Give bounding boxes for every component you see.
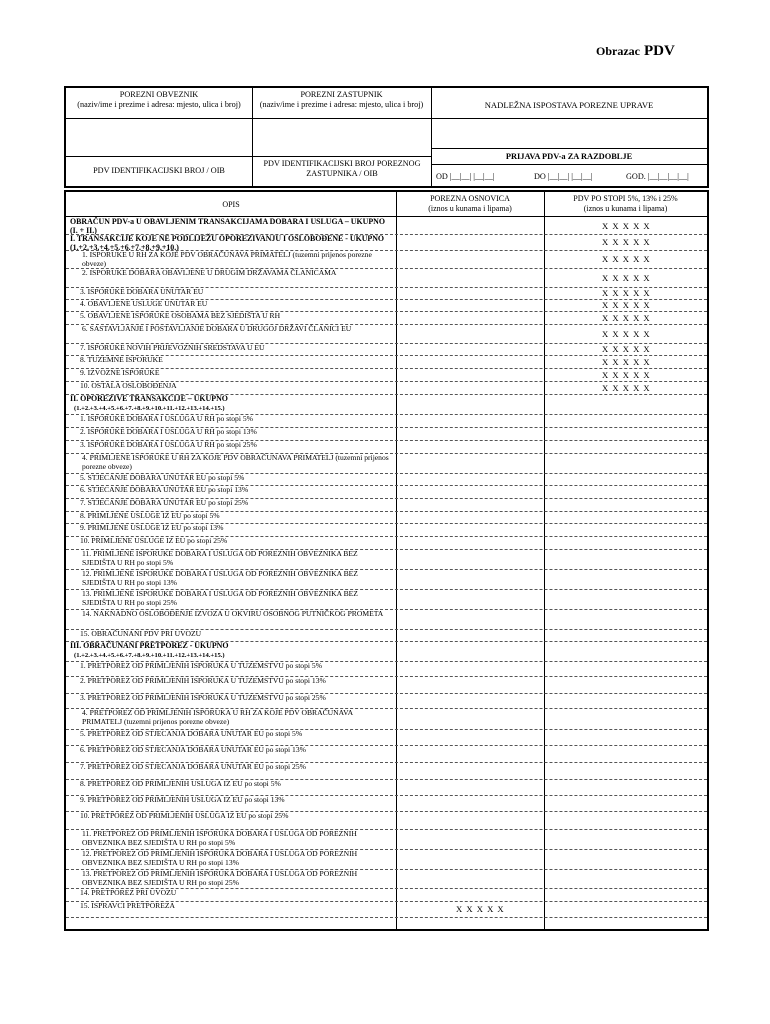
row-label: 7. ISPORUKE NOVIH PRIJEVOZNIH SREDSTAVA U EU xyxy=(80,343,265,352)
table-row xyxy=(66,427,707,440)
osnovica-cell[interactable] xyxy=(397,498,543,511)
col-osnovica-sub: (iznos u kunama i lipama) xyxy=(428,203,512,213)
obveznik-header xyxy=(66,90,252,110)
row-label: 12. PRETPOREZ OD PRIMLJENIH ISPORUKA DOBARA I USLUGA OD POREZNIH OBVEZNIKA BEZ SJEDIŠTA U RH po stopi 13% xyxy=(82,849,358,867)
row-label: 5. STJECANJE DOBARA UNUTAR EU po stopi 5% xyxy=(80,473,245,482)
xx-marker: X X X X X xyxy=(602,312,651,323)
row-label: 4. OBAVLJENE USLUGE UNUTAR EU xyxy=(80,299,208,308)
xx-marker: X X X X X xyxy=(602,288,651,298)
osnovica-cell[interactable] xyxy=(397,511,543,523)
osnovica-cell[interactable] xyxy=(397,888,543,901)
osnovica-cell[interactable] xyxy=(397,250,543,268)
row-label: 10. OSTALA OSLOBOĐENJA xyxy=(80,381,177,390)
row-label: I. TRANSAKCIJE KOJE NE PODLIJEŽU OPOREZIVANJU I OSLOBOĐENE - UKUPNO (1.+2.+3.+4.+5.+6.+7.+8.+9.+10.) xyxy=(70,234,385,252)
pdv-cell[interactable] xyxy=(545,629,706,641)
pdv-cell[interactable] xyxy=(545,729,706,745)
osnovica-cell[interactable] xyxy=(397,708,543,729)
row-label: 15. ISPRAVCI PRETPOREZA xyxy=(80,901,176,910)
xx-marker: X X X X X xyxy=(602,254,651,264)
osnovica-cell[interactable] xyxy=(397,869,543,888)
row-label: 5. PRETPOREZ OD STJECANJA DOBARA UNUTAR EU po stopi 5% xyxy=(80,729,303,738)
osnovica-cell[interactable] xyxy=(397,629,543,641)
pdv-cell[interactable] xyxy=(545,661,706,676)
table-row xyxy=(66,693,707,708)
row-label: 7. PRETPOREZ OD STJECANJA DOBARA UNUTAR EU po stopi 25% xyxy=(80,762,306,771)
pdv-cell[interactable] xyxy=(545,549,706,569)
obveznik-input-area[interactable] xyxy=(67,119,251,155)
table-row xyxy=(66,901,707,917)
pdv-cell[interactable] xyxy=(545,708,706,729)
col-pdv-header xyxy=(544,194,707,213)
obveznik-label: POREZNI OBVEZNIK xyxy=(119,90,199,99)
row-label: OBRAČUN PDV-a U OBAVLJENIM TRANSAKCIJAMA DOBARA I USLUGA – UKUPNO (I. + II.) xyxy=(70,217,385,235)
table-row xyxy=(66,888,707,901)
table-row xyxy=(66,453,707,473)
row-label: 4. PRETPOREZ OD PRIMLJENIH ISPORUKA U RH ZA KOJE PDV OBRAČUNAVA PRIMATELJ (tuzemni prijenos porezne obveze) xyxy=(82,708,353,726)
zastupnik-input-area[interactable] xyxy=(253,119,430,155)
pdv-cell[interactable] xyxy=(545,676,706,693)
pdv-cell[interactable] xyxy=(545,485,706,498)
xx-marker: X X X X X xyxy=(602,300,651,310)
pdv-cell[interactable] xyxy=(545,453,706,473)
form-title xyxy=(596,42,675,60)
table-row xyxy=(66,473,707,485)
row-label: 7. STJECANJE DOBARA UNUTAR EU po stopi 25% xyxy=(80,498,249,507)
osnovica-cell[interactable] xyxy=(397,381,543,394)
ispostava-label: NADLEŽNA ISPOSTAVA POREZNE UPRAVE xyxy=(484,100,654,110)
xx-marker: X X X X X xyxy=(602,369,651,380)
row-label: 11. PRIMLJENE ISPORUKE DOBARA I USLUGA OD POREZNIH OBVEZNIKA BEZ SJEDIŠTA U RH po stopi 5% xyxy=(82,549,358,567)
pdv-cell[interactable] xyxy=(545,762,706,779)
osnovica-cell[interactable] xyxy=(397,324,543,343)
pdv-cell[interactable] xyxy=(545,849,706,869)
osnovica-cell[interactable] xyxy=(397,693,543,708)
osnovica-cell[interactable] xyxy=(397,762,543,779)
table-row xyxy=(66,676,707,693)
osnovica-cell[interactable] xyxy=(397,676,543,693)
table-row xyxy=(66,414,707,427)
table-row xyxy=(66,745,707,762)
col-osnovica-label: POREZNA OSNOVICA xyxy=(430,194,510,203)
osnovica-cell[interactable] xyxy=(397,394,543,414)
row-label: 6. PRETPOREZ OD STJECANJA DOBARA UNUTAR EU po stopi 13% xyxy=(80,745,306,754)
table-row xyxy=(66,762,707,779)
pdv-cell[interactable] xyxy=(545,536,706,549)
obveznik-sub: (naziv/ime i prezime i adresa: mjesto, ulica i broj) xyxy=(77,100,241,109)
row-label: 4. PRIMLJENE ISPORUKE U RH ZA KOJE PDV OBRAČUNAVA PRIMATELJ (tuzemni prijenos porezne obveze) xyxy=(82,453,389,471)
row-label: 1. ISPORUKE U RH ZA KOJE PDV OBRAČUNAVA PRIMATELJ (tuzemni prijenos porezne obveze) xyxy=(82,250,372,268)
table-row xyxy=(66,234,707,250)
xx-marker: X X X X X xyxy=(602,328,651,339)
pdv-cell[interactable] xyxy=(545,498,706,511)
zastupnik-header xyxy=(252,90,431,110)
table-row xyxy=(66,368,707,381)
xx-marker: X X X X X xyxy=(602,272,651,283)
osnovica-cell[interactable] xyxy=(397,849,543,869)
pdv-cell[interactable] xyxy=(545,745,706,762)
table-row xyxy=(66,869,707,888)
table-row xyxy=(66,324,707,343)
osnovica-cell[interactable] xyxy=(397,368,543,381)
table-row xyxy=(66,217,707,234)
table-row xyxy=(66,343,707,355)
pdv-cell[interactable] xyxy=(545,569,706,589)
row-label: 10. PRIMLJENE USLUGE IZ EU po stopi 25% xyxy=(80,536,228,545)
osnovica-cell[interactable] xyxy=(397,268,543,287)
table-row xyxy=(66,485,707,498)
table-row xyxy=(66,609,707,629)
pdv-cell[interactable] xyxy=(545,795,706,811)
row-label: 5. OBAVLJENE ISPORUKE OSOBAMA BEZ SJEDIŠTA U RH xyxy=(80,311,281,320)
row-label: 9. IZVOZNE ISPORUKE xyxy=(80,368,160,377)
col-osnovica-header xyxy=(396,194,544,213)
row-label: 1. ISPORUKE DOBARA I USLUGA U RH po stopi 5% xyxy=(80,414,253,423)
pdv-cell[interactable] xyxy=(545,394,706,414)
table-row xyxy=(66,511,707,523)
table-row xyxy=(66,641,707,661)
row-label: 8. TUZEMNE ISPORUKE xyxy=(80,355,163,364)
col-pdv-sub: (iznos u kunama i lipama) xyxy=(583,203,668,213)
osnovica-cell[interactable] xyxy=(397,661,543,676)
table-row xyxy=(66,311,707,324)
pdv-cell[interactable] xyxy=(545,779,706,795)
osnovica-cell[interactable] xyxy=(397,355,543,368)
table-row xyxy=(66,779,707,795)
row-label: 13. PRIMLJENE ISPORUKE DOBARA I USLUGA OD POREZNIH OBVEZNIKA BEZ SJEDIŠTA U RH po stopi 25% xyxy=(82,589,358,607)
row-label: 13. PRETPOREZ OD PRIMLJENIH ISPORUKA DOBARA I USLUGA OD POREZNIH OBVEZNIKA BEZ SJEDIŠTA U RH po stopi 25% xyxy=(82,869,358,887)
row-label: 1. PRETPOREZ OD PRIMLJENIH ISPORUKA U TUZEMSTVU po stopi 5% xyxy=(80,661,323,670)
pdv-cell[interactable] xyxy=(545,609,706,629)
osnovica-cell[interactable] xyxy=(397,217,543,234)
osnovica-cell[interactable] xyxy=(397,811,543,829)
col-opis-header: OPIS xyxy=(222,200,240,209)
table-row xyxy=(66,523,707,536)
table-row xyxy=(66,829,707,849)
table-row xyxy=(66,629,707,641)
xx-marker: X X X X X xyxy=(602,356,651,367)
osnovica-cell[interactable] xyxy=(397,427,543,440)
table-row xyxy=(66,661,707,676)
osnovica-cell[interactable] xyxy=(397,440,543,453)
osnovica-cell[interactable] xyxy=(397,485,543,498)
col-pdv-label: PDV PO STOPI 5%, 13% i 25% xyxy=(573,194,678,203)
osnovica-cell[interactable] xyxy=(397,414,543,427)
pdv-cell[interactable] xyxy=(545,693,706,708)
oib-obveznik-label: PDV IDENTIFIKACIJSKI BROJ / OIB xyxy=(93,166,225,175)
osnovica-cell[interactable] xyxy=(397,609,543,629)
pdv-cell[interactable] xyxy=(545,589,706,609)
oib-zastupnik-label: PDV IDENTIFIKACIJSKI BROJ POREZNOG ZASTUPNIKA / OIB xyxy=(263,159,421,178)
table-row xyxy=(66,536,707,549)
table-row xyxy=(66,394,707,414)
row-label: 8. PRIMLJENE USLUGE IZ EU po stopi 5% xyxy=(80,511,220,520)
osnovica-cell[interactable] xyxy=(397,779,543,795)
osnovica-cell[interactable] xyxy=(397,453,543,473)
row-label: 8. PRETPOREZ OD PRIMLJENIH USLUGA IZ EU po stopi 5% xyxy=(80,779,281,788)
pdv-cell[interactable] xyxy=(545,414,706,427)
form-title-name: PDV xyxy=(644,43,675,59)
pdv-cell[interactable] xyxy=(545,473,706,485)
table-row xyxy=(66,287,707,299)
xx-marker: X X X X X xyxy=(602,382,651,393)
xx-marker: X X X X X xyxy=(602,237,651,247)
row-label: 9. PRETPOREZ OD PRIMLJENIH USLUGA IZ EU po stopi 13% xyxy=(80,795,285,804)
table-row xyxy=(66,268,707,287)
osnovica-cell[interactable] xyxy=(397,729,543,745)
pdv-cell[interactable] xyxy=(545,641,706,661)
osnovica-cell[interactable] xyxy=(397,299,543,311)
osnovica-cell[interactable] xyxy=(397,549,543,569)
row-label: 14. PRETPOREZ PRI UVOZU xyxy=(80,888,177,897)
osnovica-cell[interactable] xyxy=(397,745,543,762)
osnovica-cell[interactable] xyxy=(397,473,543,485)
table-row xyxy=(66,849,707,869)
period-god-field[interactable]: GOD. |__|__|__|__| xyxy=(626,172,689,181)
osnovica-cell[interactable] xyxy=(397,795,543,811)
period-do-field[interactable]: DO |__|__| |__|__| xyxy=(534,172,593,181)
xx-marker: X X X X X xyxy=(456,904,505,914)
pdv-cell[interactable] xyxy=(545,811,706,829)
table-row xyxy=(66,299,707,311)
pdv-cell[interactable] xyxy=(545,888,706,901)
osnovica-cell[interactable] xyxy=(397,536,543,549)
period-od-field[interactable]: OD |__|__| |__|__| xyxy=(436,172,495,181)
row-label: 3. PRETPOREZ OD PRIMLJENIH ISPORUKA U TUZEMSTVU po stopi 25% xyxy=(80,693,326,702)
table-row xyxy=(66,569,707,589)
prijava-label: PRIJAVA PDV-a ZA RAZDOBLJE xyxy=(505,152,633,161)
zastupnik-label: POREZNI ZASTUPNIK xyxy=(300,90,383,99)
osnovica-cell[interactable] xyxy=(397,343,543,355)
osnovica-cell[interactable] xyxy=(397,523,543,536)
osnovica-cell[interactable] xyxy=(397,569,543,589)
pdv-cell[interactable] xyxy=(545,523,706,536)
table-row xyxy=(66,440,707,453)
row-label: 12. PRIMLJENE ISPORUKE DOBARA I USLUGA OD POREZNIH OBVEZNIKA BEZ SJEDIŠTA U RH po stopi 13% xyxy=(82,569,358,587)
table-row xyxy=(66,549,707,569)
pdv-cell[interactable] xyxy=(545,869,706,888)
pdv-cell[interactable] xyxy=(545,427,706,440)
osnovica-cell[interactable] xyxy=(397,311,543,324)
row-label: 6. SASTAVLJANJE I POSTAVLJANJE DOBARA U DRUGOJ DRŽAVI ČLANICI EU xyxy=(82,324,352,333)
xx-marker: X X X X X xyxy=(602,220,651,231)
table-row xyxy=(66,355,707,368)
row-label: 10. PRETPOREZ OD PRIMLJENIH USLUGA IZ EU po stopi 25% xyxy=(80,811,289,820)
row-label: 3. ISPORUKE DOBARA I USLUGA U RH po stopi 25% xyxy=(80,440,257,449)
table-row xyxy=(66,795,707,811)
row-label: 9. PRIMLJENE USLUGE IZ EU po stopi 13% xyxy=(80,523,224,532)
row-label: II. OPOREZIVE TRANSAKCIJE – UKUPNO xyxy=(70,394,228,403)
pdv-cell[interactable] xyxy=(545,511,706,523)
osnovica-cell[interactable] xyxy=(397,829,543,849)
table-row xyxy=(66,250,707,268)
row-label: 15. OBRAČUNANI PDV PRI UVOZU xyxy=(80,629,202,638)
table-row xyxy=(66,381,707,394)
row-label: 2. ISPORUKE DOBARA I USLUGA U RH po stopi 13% xyxy=(80,427,257,436)
table-row xyxy=(66,811,707,829)
row-sublabel: (1.+2.+3.+4.+5.+6.+7.+8.+9.+10.+11.+12.+13.+14.+15.) xyxy=(74,652,225,659)
form-title-prefix: Obrazac xyxy=(596,44,640,58)
osnovica-cell[interactable] xyxy=(397,641,543,661)
zastupnik-sub: (naziv/ime i prezime i adresa: mjesto, ulica i broj) xyxy=(259,100,424,109)
osnovica-cell[interactable] xyxy=(397,287,543,299)
pdv-cell[interactable] xyxy=(545,901,706,917)
osnovica-cell[interactable] xyxy=(397,234,543,250)
row-label: 2. ISPORUKE DOBARA OBAVLJENE U DRUGIM DRŽAVAMA ČLANICAMA xyxy=(82,268,337,277)
ispostava-input-area[interactable] xyxy=(432,119,706,147)
xx-marker: X X X X X xyxy=(602,344,651,354)
pdv-table xyxy=(64,190,709,931)
row-sublabel: (1.+2.+3.+4.+5.+6.+7.+8.+9.+10.+11.+12.+13.+14.+15.) xyxy=(74,405,225,412)
table-row xyxy=(66,498,707,511)
pdv-cell[interactable] xyxy=(545,829,706,849)
table-row xyxy=(66,589,707,609)
table-row xyxy=(66,729,707,745)
row-label: 2. PRETPOREZ OD PRIMLJENIH ISPORUKA U TUZEMSTVU po stopi 13% xyxy=(80,676,326,685)
header-block xyxy=(64,86,709,188)
row-label: 6. STJECANJE DOBARA UNUTAR EU po stopi 13% xyxy=(80,485,249,494)
pdv-cell[interactable] xyxy=(545,440,706,453)
row-label: III. OBRAČUNANI PRETPOREZ - UKUPNO xyxy=(70,641,229,650)
osnovica-cell[interactable] xyxy=(397,589,543,609)
row-label: 3. ISPORUKE DOBARA UNUTAR EU xyxy=(80,287,204,296)
row-label: 14. NAKNADNO OSLOBOĐENJE IZVOZA U OKVIRU OSOBNOG PUTNIČKOG PROMETA xyxy=(82,609,384,618)
row-label: 11. PRETPOREZ OD PRIMLJENIH ISPORUKA DOBARA I USLUGA OD POREZNIH OBVEZNIKA BEZ SJEDIŠTA U RH po stopi 5% xyxy=(82,829,357,847)
table-row xyxy=(66,708,707,729)
